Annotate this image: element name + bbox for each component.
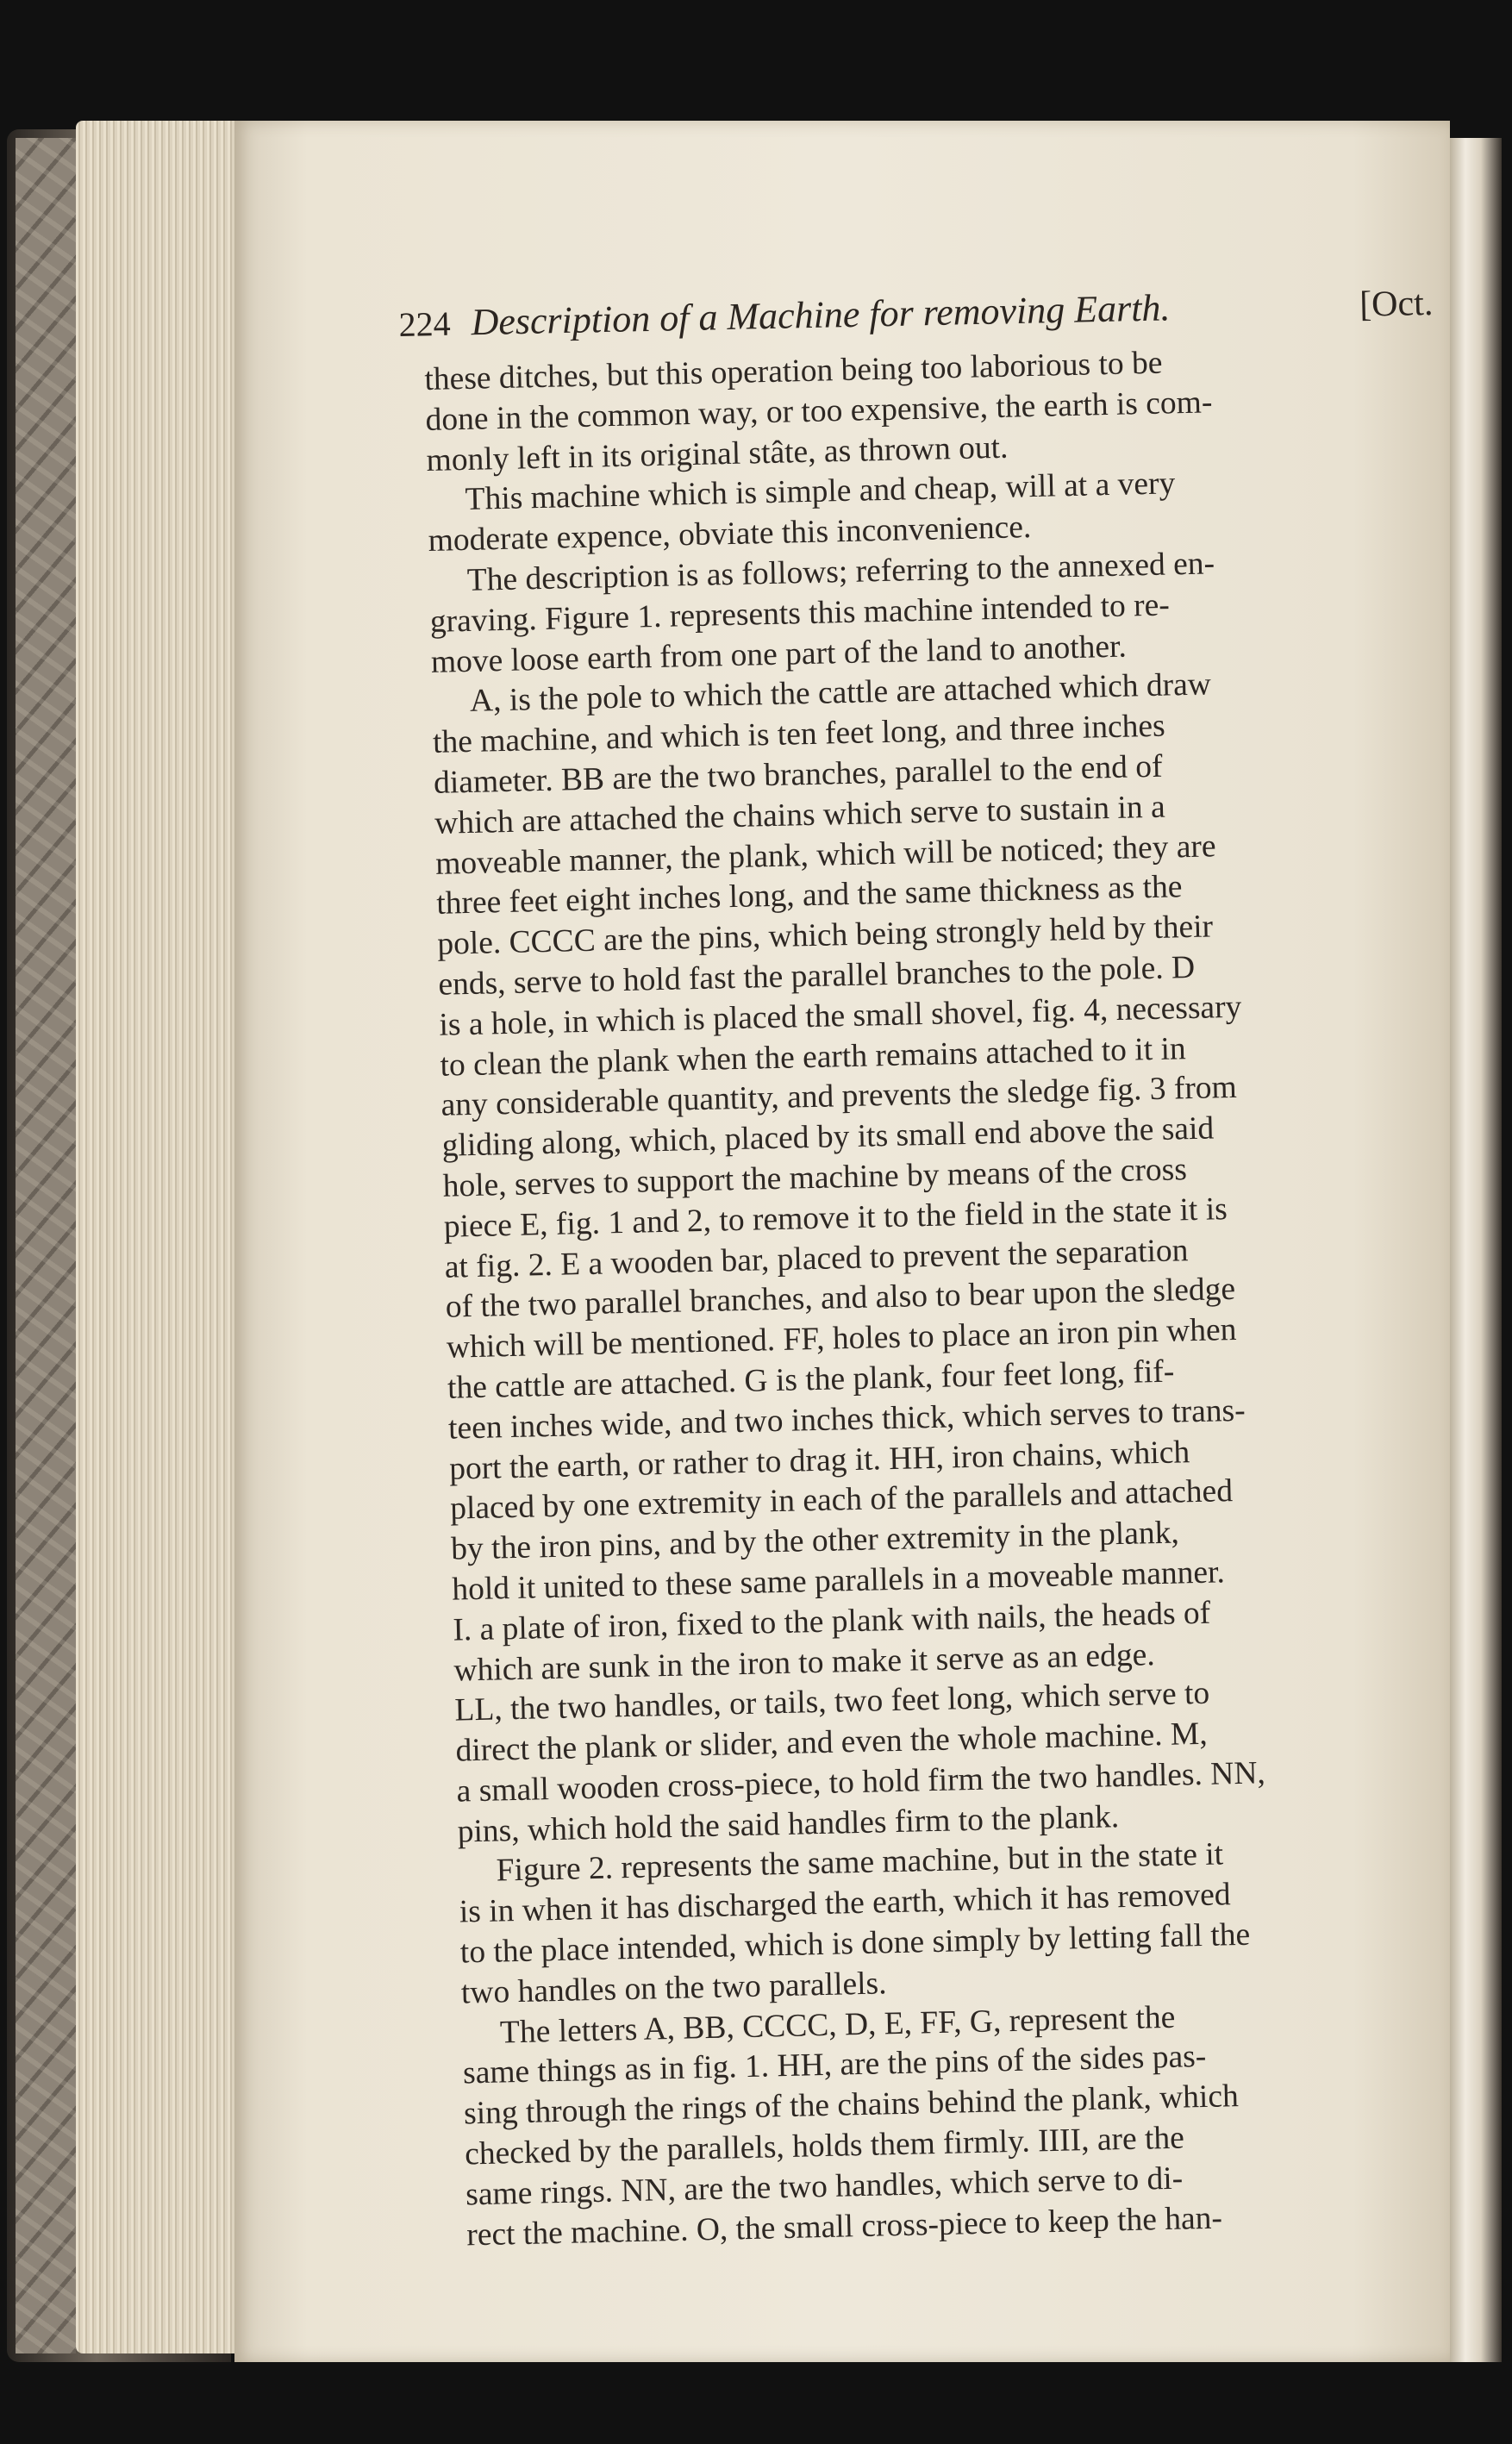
- text-line: pins, which hold the said handles firm to the plank.: [457, 1798, 1120, 1850]
- text-line: at fig. 2. E a wooden bar, placed to prevent the separation: [444, 1232, 1189, 1285]
- marbled-board: [16, 138, 76, 2353]
- text-line: two handles on the two parallels.: [460, 1966, 887, 2011]
- text-line: a small wooden cross-piece, to hold firm the two handles. NN,: [456, 1755, 1266, 1810]
- text-line: to the place intended, which is done simply by letting fall the: [459, 1916, 1251, 1971]
- text-line: hole, serves to support the machine by means of the cross: [442, 1152, 1188, 1204]
- text-line: graving. Figure 1. represents this machine intended to re-: [429, 587, 1171, 640]
- text-line: which are sunk in the iron to make it serve as an edge.: [453, 1636, 1156, 1689]
- text-line: placed by one extremity in each of the parallels and attached: [449, 1473, 1234, 1527]
- text-line: by the iron pins, and by the other extremity in the plank,: [450, 1515, 1180, 1567]
- header-month: [Oct.: [1359, 283, 1434, 325]
- text-line: moderate expence, obviate this inconvenience.: [428, 509, 1032, 559]
- text-line: same things as in fig. 1. HH, are the pins of the sides pas-: [462, 2039, 1207, 2091]
- text-line: any considerable quantity, and prevents the sledge fig. 3 from: [440, 1070, 1238, 1124]
- text-line: checked by the parallels, holds them firmly. IIII, are the: [464, 2120, 1185, 2172]
- text-line: diameter. BB are the two branches, parallel to the end of: [433, 748, 1163, 801]
- page-header: [398, 280, 1434, 346]
- text-line: This machine which is simple and cheap, will at a very: [465, 466, 1176, 518]
- page-edges: [76, 121, 240, 2353]
- text-line: moveable manner, the plank, which will be noticed; they are: [434, 828, 1216, 882]
- book-page: [234, 121, 1450, 2362]
- text-line: port the earth, or rather to drag it. HH, iron chains, which: [448, 1434, 1190, 1487]
- text-line: done in the common way, or too expensive, the earth is com-: [425, 384, 1213, 438]
- text-line: gliding along, which, placed by its small end above the said: [441, 1110, 1215, 1164]
- text-line: ends, serve to hold fast the parallel branches to the pole. D: [437, 949, 1196, 1003]
- text-line: sing through the rings of the chains behind the plank, which: [463, 2078, 1240, 2132]
- text-line: these ditches, but this operation being too laborious to be: [424, 345, 1163, 397]
- text-line: direct the plank or slider, and even the whole machine. M,: [455, 1716, 1209, 1769]
- text-line: which are attached the chains which serve to sustain in a: [434, 789, 1166, 841]
- body-text: [424, 338, 1459, 2256]
- text-line: is in when it has discharged the earth, which it has removed: [459, 1877, 1232, 1930]
- open-book: [0, 103, 1512, 2379]
- text-line: LL, the two handles, or tails, two feet long, which serve to: [454, 1676, 1210, 1728]
- text-line: is a hole, in which is placed the small shovel, fig. 4, necessary: [439, 989, 1242, 1043]
- text-line: move loose earth from one part of the land to another.: [430, 628, 1128, 680]
- running-title: Description of a Machine for removing Earth.: [471, 286, 1171, 344]
- text-line: the cattle are attached. G is the plank, four feet long, fif-: [447, 1353, 1175, 1406]
- text-line: to clean the plank when the earth remains attached to it in: [440, 1030, 1187, 1084]
- text-line: piece E, fig. 1 and 2, to remove it to the field in the state it is: [443, 1191, 1228, 1245]
- page-number: 224: [398, 303, 452, 344]
- book-cover-right: [1450, 138, 1502, 2362]
- text-line: Figure 2. represents the same machine, but in the state it: [496, 1836, 1224, 1890]
- text-line: which will be mentioned. FF, holes to place an iron pin when: [446, 1312, 1237, 1366]
- text-line: monly left in its original stâte, as thrown out.: [426, 429, 1009, 478]
- text-line: I. a plate of iron, fixed to the plank with nails, the heads of: [452, 1595, 1211, 1648]
- text-line: The description is as follows; referring to the annexed en-: [466, 546, 1215, 598]
- text-line: The letters A, BB, CCCC, D, E, FF, G, represent the: [499, 1999, 1176, 2051]
- text-line: A, is the pole to which the cattle are attached which draw: [469, 666, 1212, 720]
- text-line: teen inches wide, and two inches thick, which serves to trans-: [447, 1392, 1246, 1447]
- text-line: three feet eight inches long, and the same thickness as the: [435, 869, 1183, 922]
- text-line: hold it united to these same parallels in a moveable manner.: [451, 1554, 1226, 1608]
- text-line: the machine, and which is ten feet long, and three inches: [432, 708, 1166, 761]
- text-line: of the two parallel branches, and also to bear upon the sledge: [445, 1272, 1236, 1326]
- text-line: rect the machine. O, the small cross-piece to keep the han-: [465, 2200, 1223, 2253]
- text-line: same rings. NN, are the two handles, which serve to di-: [465, 2160, 1184, 2213]
- text-line: pole. CCCC are the pins, which being strongly held by their: [436, 909, 1214, 962]
